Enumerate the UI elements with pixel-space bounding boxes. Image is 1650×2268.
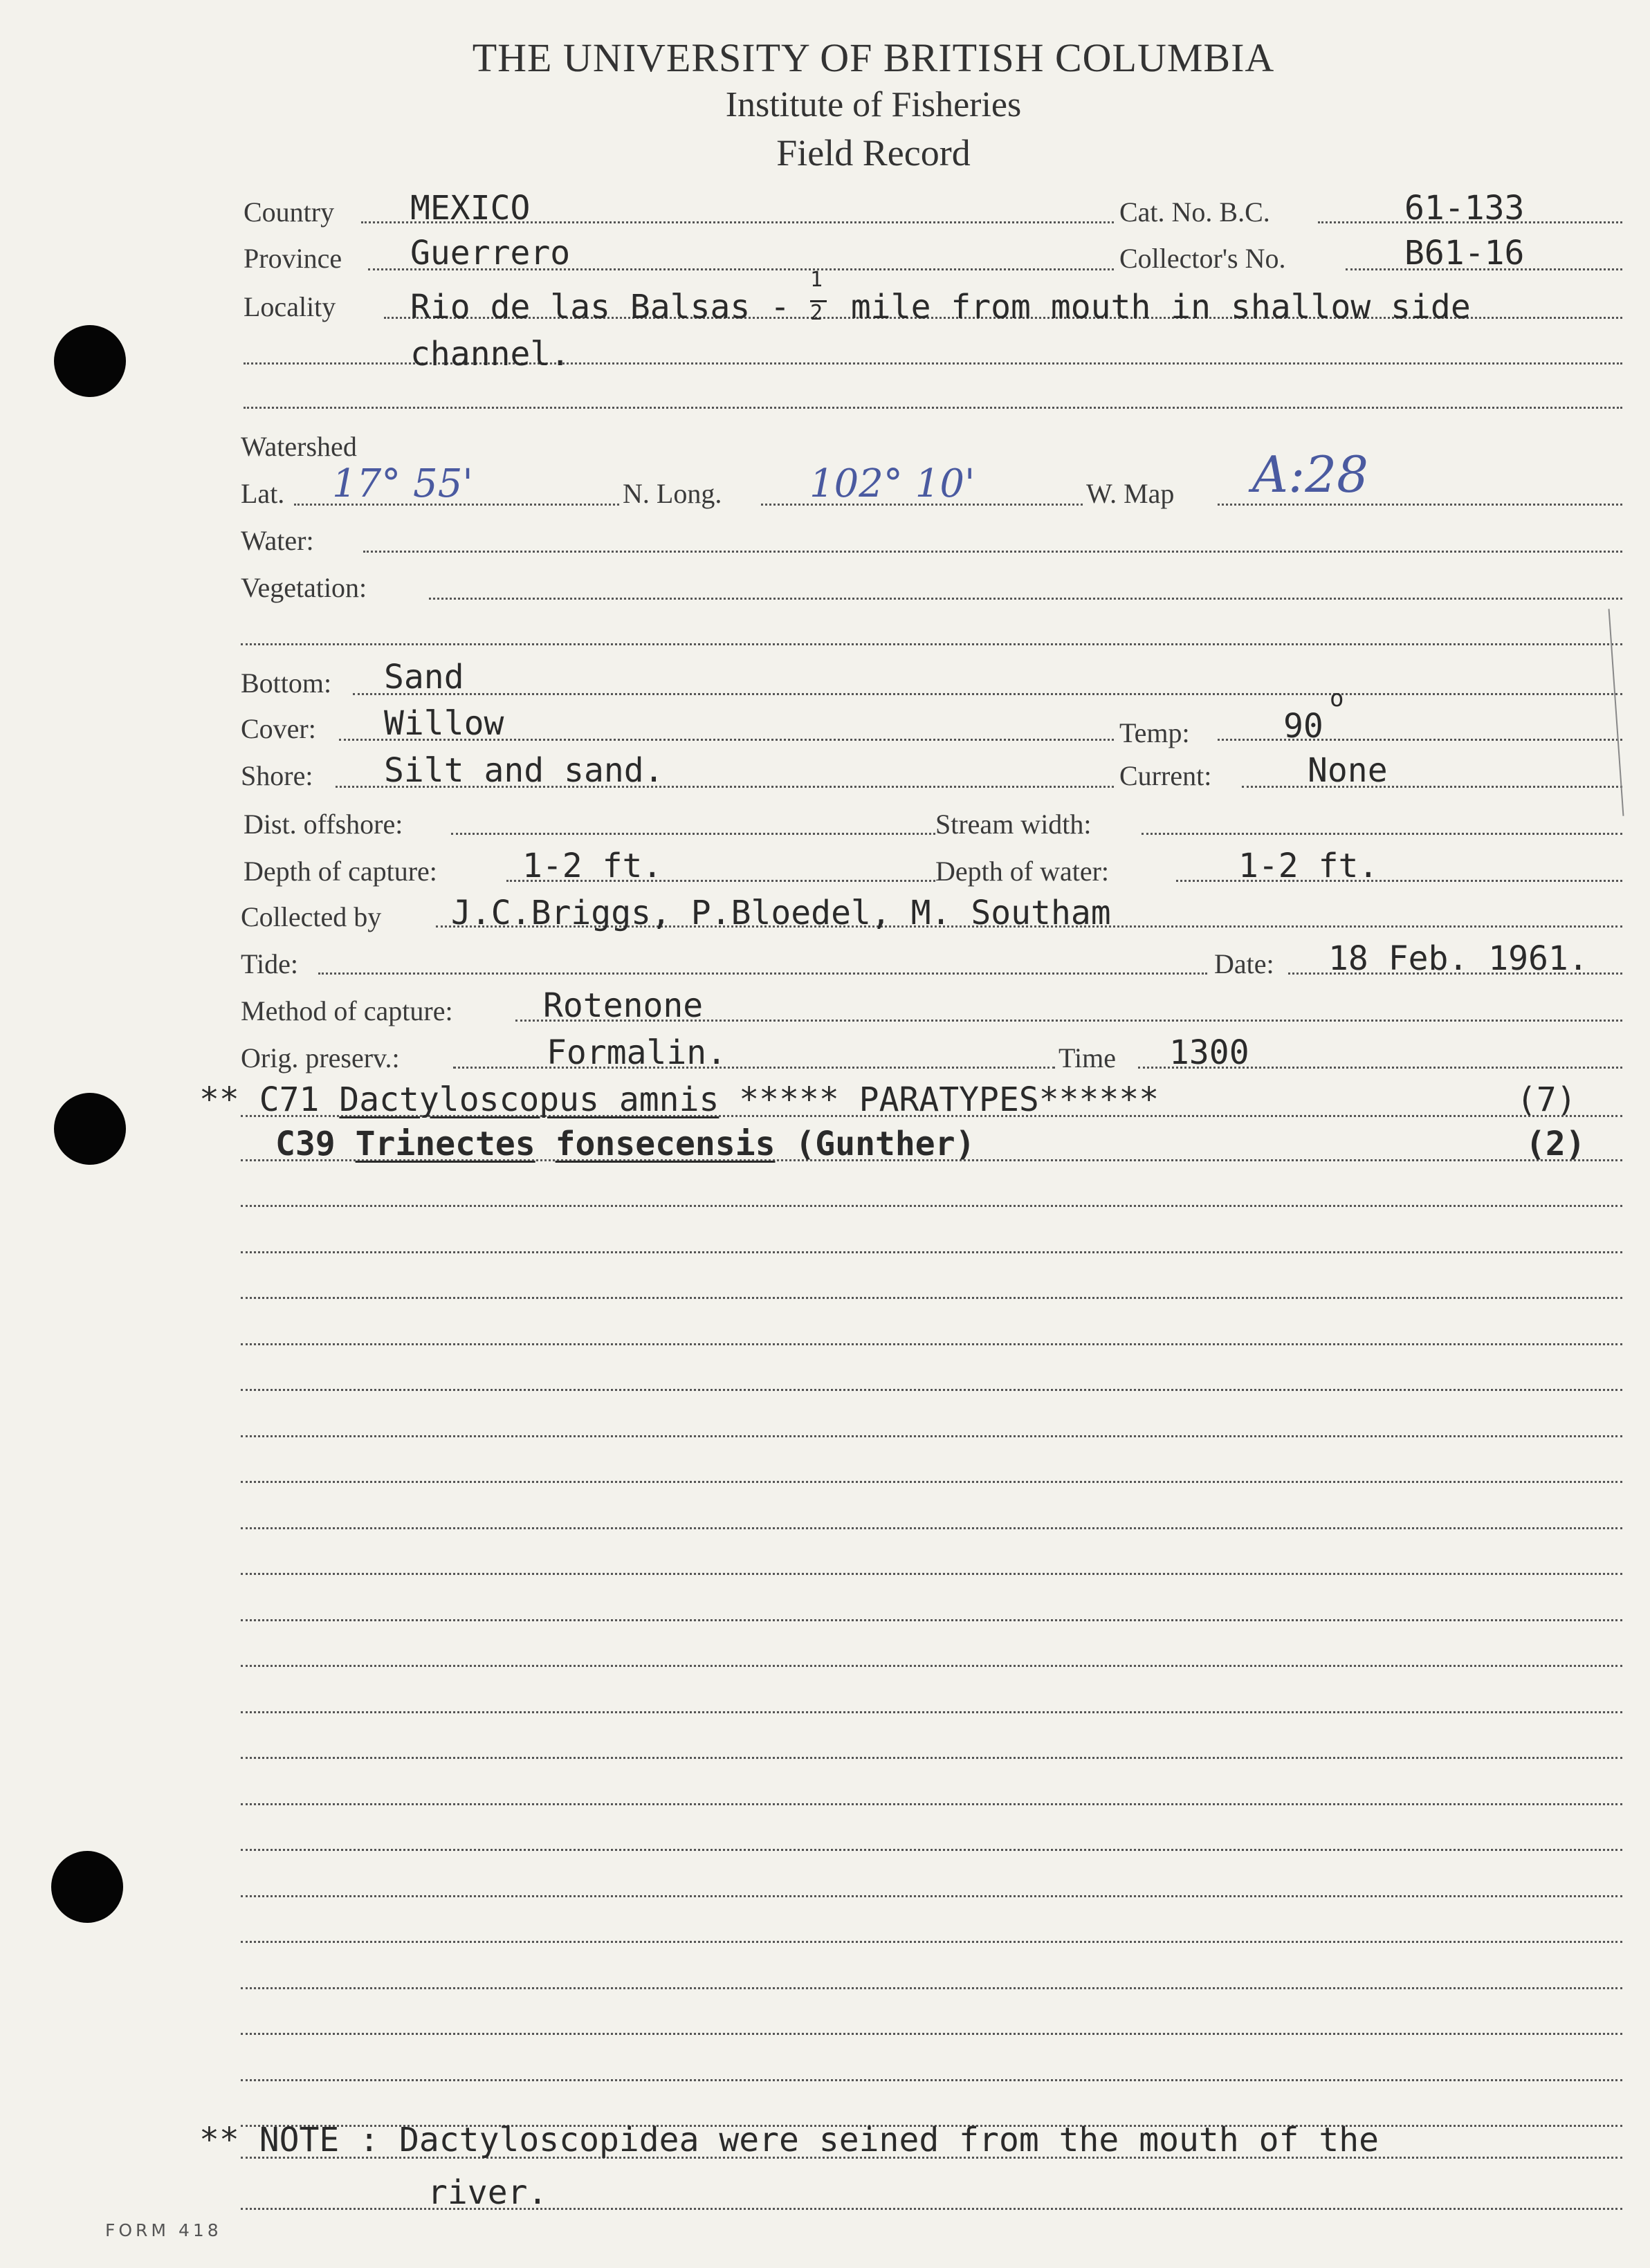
watershed-label: Watershed — [241, 431, 357, 462]
half-numerator: 1 — [809, 268, 823, 292]
current-line — [1242, 786, 1622, 788]
ruled-line — [241, 1251, 1622, 1253]
specimen-2-count: (2) — [1525, 1125, 1586, 1163]
specimen-1-note: ***** PARATYPES****** — [719, 1080, 1159, 1119]
cat-no-value: 61-133 — [1404, 189, 1525, 228]
stream-width-line — [1142, 833, 1622, 835]
orig-preserv-label: Orig. preserv.: — [241, 1042, 400, 1073]
ruled-line — [241, 1895, 1622, 1897]
locality-value-line-2: channel. — [410, 335, 571, 374]
ruled-line — [241, 1619, 1622, 1621]
collectors-no-label: Collector's No. — [1119, 243, 1286, 274]
long-value: 102° 10' — [809, 461, 975, 506]
water-line — [363, 551, 1622, 553]
shore-label: Shore: — [241, 760, 313, 791]
cover-label: Cover: — [241, 713, 316, 744]
vegetation-line-2 — [241, 643, 1622, 645]
binder-hole-middle — [54, 1093, 126, 1165]
time-value: 1300 — [1169, 1033, 1249, 1072]
ruled-line — [241, 2079, 1622, 2081]
collectors-no-value: B61-16 — [1404, 234, 1525, 273]
ruled-line — [241, 1435, 1622, 1437]
half-fraction — [809, 268, 831, 325]
long-label: N. Long. — [623, 478, 722, 509]
country-value: MEXICO — [410, 189, 531, 228]
ruled-line — [241, 1297, 1622, 1299]
locality-text-b: mile from mouth in shallow side — [830, 288, 1471, 326]
form-number: FORM 418 — [105, 2220, 222, 2240]
depth-water-label: Depth of water: — [935, 856, 1110, 887]
locality-text-a: Rio de las Balsas - — [410, 288, 810, 326]
footer-note-line-1: ** NOTE : Dactyloscopidea were seined from the mouth of the — [199, 2121, 1379, 2159]
specimen-1-name: Dactyloscopus amnis — [339, 1080, 719, 1119]
method-label: Method of capture: — [241, 995, 453, 1026]
ruled-line — [241, 1711, 1622, 1713]
ruled-line — [241, 1941, 1622, 1943]
ruled-line — [241, 1389, 1622, 1391]
orig-preserv-value: Formalin. — [547, 1033, 727, 1072]
institution-title: THE UNIVERSITY OF BRITISH COLUMBIA — [472, 35, 1275, 80]
ruled-line — [241, 1987, 1622, 1989]
bottom-value: Sand — [384, 658, 464, 697]
method-value: Rotenone — [543, 986, 704, 1025]
province-value: Guerrero — [410, 234, 571, 273]
water-label: Water: — [241, 525, 314, 556]
locality-line-3 — [244, 407, 1622, 409]
map-label: W. Map — [1086, 478, 1175, 509]
province-label: Province — [244, 243, 342, 274]
shore-value: Silt and sand. — [384, 751, 664, 790]
country-label: Country — [244, 196, 335, 228]
binder-hole-bottom — [51, 1851, 123, 1923]
locality-value-line-1 — [410, 268, 1471, 326]
map-value: A:28 — [1252, 445, 1368, 504]
specimen-1-count: (7) — [1516, 1080, 1577, 1119]
vegetation-line-1 — [429, 598, 1622, 600]
ruled-line — [241, 1481, 1622, 1483]
map-line — [1218, 504, 1622, 506]
ruled-line — [241, 1573, 1622, 1575]
date-value: 18 Feb. 1961. — [1328, 939, 1588, 978]
lat-value: 17° 55' — [332, 461, 473, 506]
depth-water-value: 1-2 ft. — [1238, 847, 1379, 885]
ruled-line — [241, 1205, 1622, 1207]
ruled-line — [241, 2033, 1622, 2035]
ruled-line — [241, 1803, 1622, 1805]
specimen-2-genus: Trinectes — [355, 1125, 535, 1163]
cover-value: Willow — [384, 704, 504, 743]
tide-label: Tide: — [241, 948, 299, 979]
temp-label: Temp: — [1119, 717, 1190, 748]
half-denominator: 2 — [809, 301, 823, 325]
form-title: Field Record — [776, 132, 971, 174]
dist-offshore-line — [451, 833, 935, 835]
vegetation-label: Vegetation: — [241, 572, 367, 603]
temp-line — [1218, 739, 1622, 741]
binder-hole-top — [54, 325, 126, 397]
bottom-label: Bottom: — [241, 667, 332, 699]
cat-no-label: Cat. No. B.C. — [1119, 196, 1270, 228]
collected-by-value: J.C.Briggs, P.Bloedel, M. Southam — [451, 894, 1111, 932]
ruled-line — [241, 1343, 1622, 1345]
specimen-2-prefix: C39 — [275, 1125, 336, 1163]
locality-label: Locality — [244, 291, 336, 322]
dist-offshore-label: Dist. offshore: — [244, 809, 403, 840]
tide-line — [318, 972, 1207, 975]
footer-note-line-2: river. — [428, 2173, 548, 2212]
ruled-line — [241, 1665, 1622, 1667]
current-label: Current: — [1119, 760, 1212, 791]
ruled-line — [241, 1849, 1622, 1851]
stream-width-label: Stream width: — [935, 809, 1092, 840]
current-value: None — [1308, 751, 1388, 790]
time-label: Time — [1058, 1042, 1117, 1073]
specimen-1-prefix: ** C71 — [199, 1080, 320, 1119]
orig-preserv-line — [453, 1067, 1055, 1069]
bottom-line — [353, 693, 1622, 695]
ruled-line — [241, 1757, 1622, 1759]
depth-capture-value: 1-2 ft. — [522, 847, 663, 885]
specimen-row-1 — [199, 1080, 1159, 1119]
temp-degree-mark: o — [1330, 685, 1344, 712]
temp-value: 90 — [1283, 707, 1323, 746]
specimen-2-note: (Gunther) — [775, 1125, 975, 1163]
ruled-line — [241, 1527, 1622, 1529]
specimen-2-species: fonsecensis — [555, 1125, 776, 1163]
edge-mark — [1608, 609, 1624, 815]
date-label: Date: — [1214, 948, 1274, 979]
lat-label: Lat. — [241, 478, 285, 509]
depth-capture-label: Depth of capture: — [244, 856, 437, 887]
specimen-row-2 — [275, 1127, 975, 1161]
collected-by-label: Collected by — [241, 901, 382, 932]
department-title: Institute of Fisheries — [725, 85, 1022, 125]
